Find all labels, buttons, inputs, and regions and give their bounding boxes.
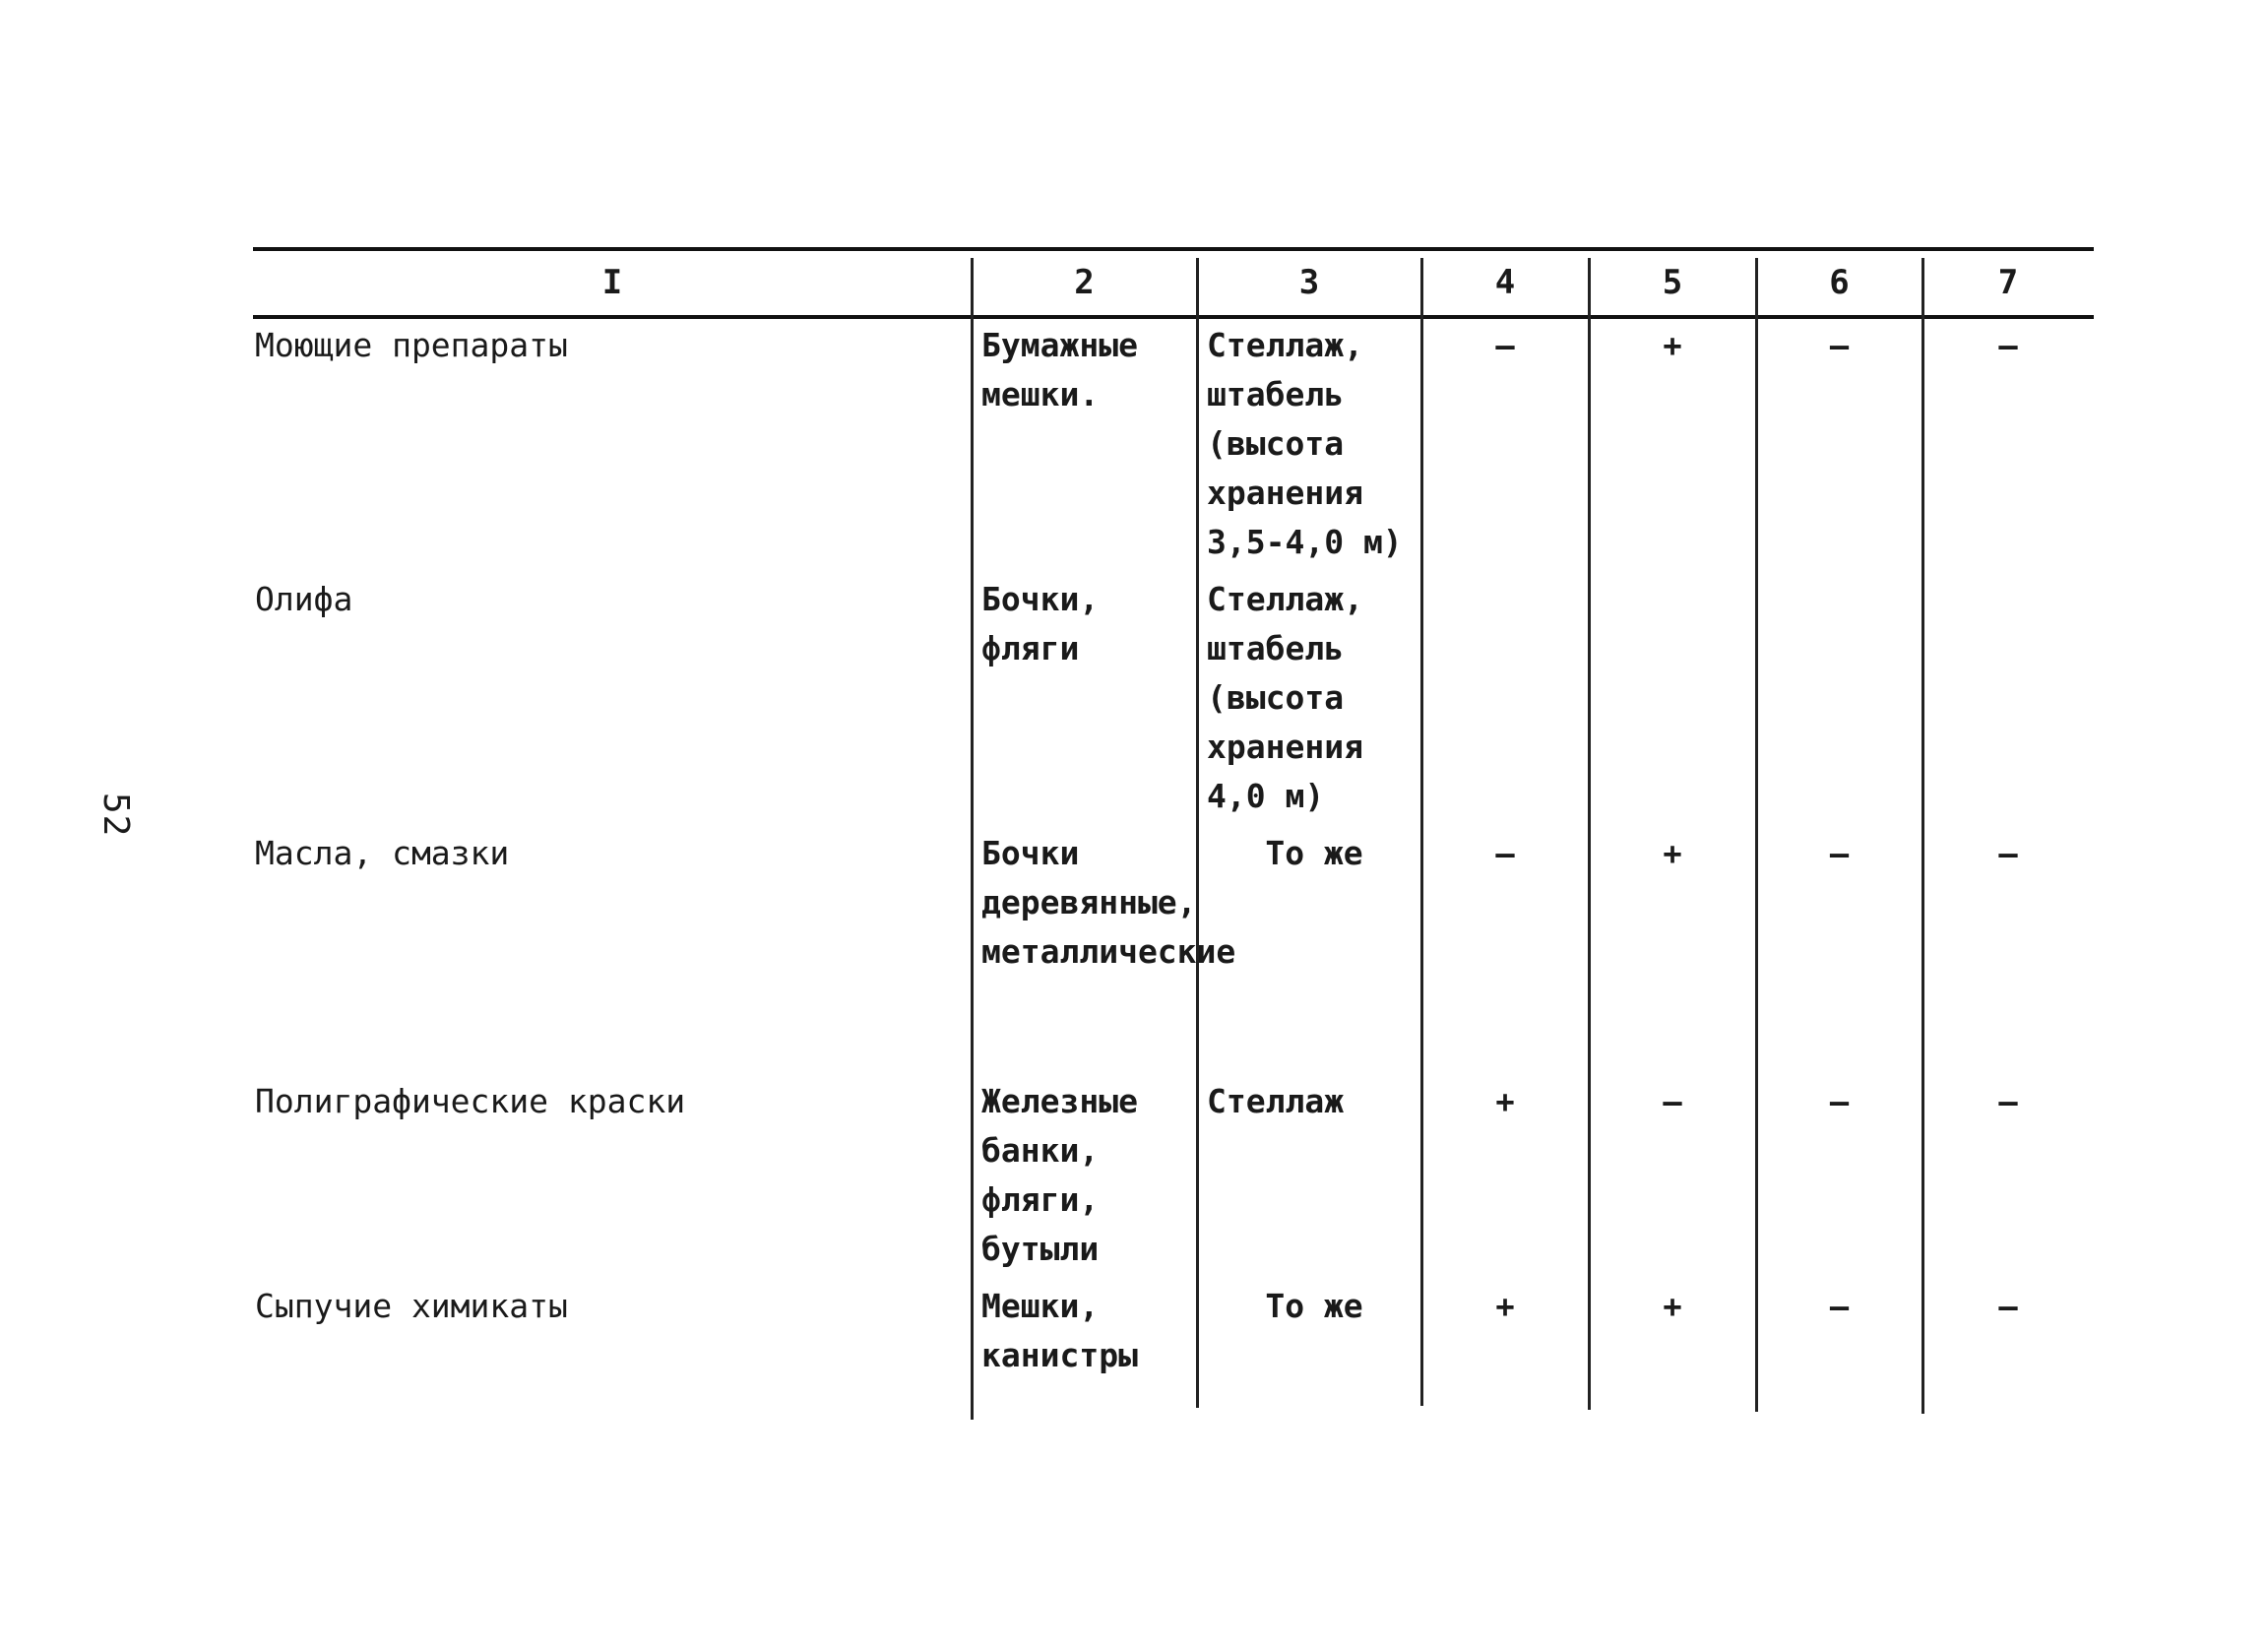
col6-mark <box>1756 567 1922 821</box>
table-row <box>253 821 2094 1069</box>
col7-mark: – <box>1998 1288 2018 1325</box>
page-number: 52 <box>95 793 136 838</box>
material-name: Масла, смазки <box>255 834 510 872</box>
col7-mark: – <box>1998 1083 2018 1120</box>
col6-mark: – <box>1829 1083 1850 1120</box>
col5-mark: + <box>1663 1288 1682 1325</box>
table-row <box>253 1069 2094 1274</box>
col5-mark <box>1589 567 1756 821</box>
col4-mark: – <box>1495 835 1515 872</box>
col5-mark: + <box>1663 835 1682 872</box>
header-cell-3: 3 <box>1298 263 1320 302</box>
material-name: Моющие препараты <box>255 326 568 364</box>
storage-method: Стеллаж <box>1207 1082 1345 1120</box>
col7-mark <box>1922 567 2094 821</box>
header-cell-5: 5 <box>1662 263 1683 302</box>
table-top-rule <box>253 247 2094 251</box>
header-cell-4: 4 <box>1494 263 1516 302</box>
material-name: Полиграфические краски <box>255 1082 686 1120</box>
container-type: Бочки деревянные, металлические <box>981 834 1236 971</box>
material-name: Сыпучие химикаты <box>255 1287 568 1325</box>
header-cell-7: 7 <box>1997 263 2019 302</box>
storage-method: То же <box>1265 1287 1363 1325</box>
col6-mark: – <box>1829 835 1850 872</box>
header-cell-1: I <box>601 263 623 302</box>
col6-mark: – <box>1829 1288 1850 1325</box>
col4-mark <box>1421 567 1589 821</box>
col7-mark: – <box>1998 327 2018 364</box>
container-type: Мешки, канистры <box>981 1287 1138 1374</box>
col4-mark: + <box>1495 1083 1515 1120</box>
table-row <box>253 313 2094 567</box>
table-row <box>253 567 2094 821</box>
table-header-row <box>253 258 2094 313</box>
col4-mark: – <box>1495 327 1515 364</box>
storage-method: То же <box>1265 834 1363 872</box>
col5-mark: + <box>1663 327 1682 364</box>
col5-mark: – <box>1663 1083 1682 1120</box>
container-type: Бумажные мешки. <box>981 326 1138 413</box>
table-row <box>253 1274 2094 1390</box>
col7-mark: – <box>1998 835 2018 872</box>
storage-table <box>253 258 2094 1390</box>
col4-mark: + <box>1495 1288 1515 1325</box>
header-cell-6: 6 <box>1829 263 1850 302</box>
storage-method: Стеллаж, штабель (высота хранения 4,0 м) <box>1207 580 1363 815</box>
col6-mark: – <box>1829 327 1850 364</box>
material-name: Олифа <box>255 580 353 618</box>
storage-method: Стеллаж, штабель (высота хранения 3,5-4,0 м) <box>1207 326 1403 561</box>
header-cell-2: 2 <box>1074 263 1095 302</box>
container-type: Бочки, фляги <box>981 580 1100 667</box>
container-type: Железные банки, фляги, бутыли <box>981 1082 1138 1268</box>
